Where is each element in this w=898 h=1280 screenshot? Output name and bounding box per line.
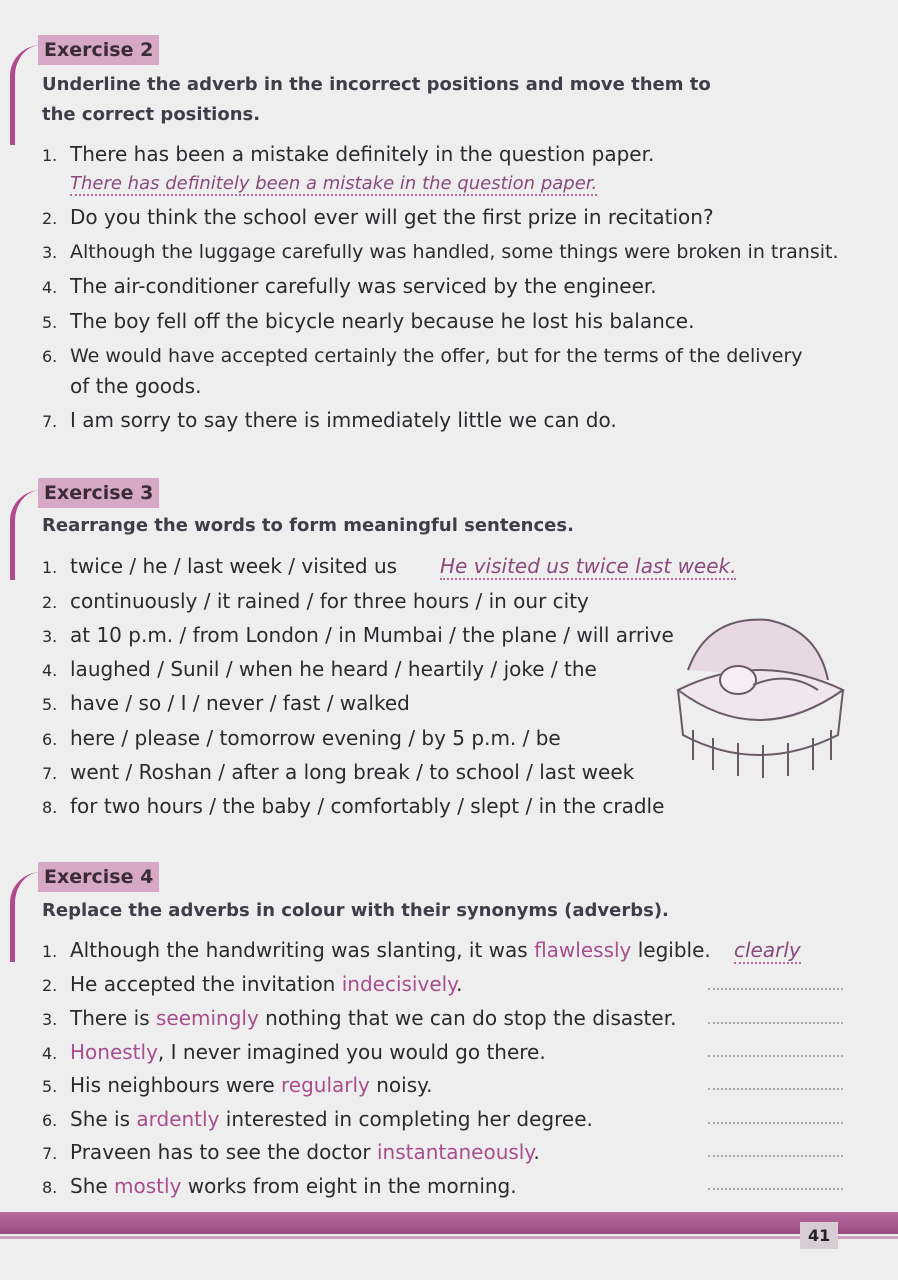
item-text: The air-conditioner carefully was serviced by the engineer.	[70, 274, 657, 298]
item-number: 2.	[42, 209, 58, 228]
answer-text: He visited us twice last week.	[440, 554, 737, 578]
answer-blank[interactable]	[708, 1188, 843, 1190]
item-text: .	[456, 972, 463, 996]
answer-blank[interactable]	[708, 1122, 843, 1124]
ex4-item-3	[42, 1002, 676, 1036]
item-number: 7.	[42, 1144, 58, 1163]
ex4-item-5	[42, 1069, 432, 1103]
item-text: noisy.	[369, 1073, 433, 1097]
footer-bar	[0, 1212, 898, 1234]
item-number: 3.	[42, 1010, 58, 1029]
exercise-3-title: Exercise 3	[38, 478, 159, 508]
ex3-item-7	[42, 756, 634, 790]
section-bracket	[10, 872, 41, 962]
item-text: I am sorry to say there is immediately little we can do.	[70, 408, 617, 432]
page-number: 41	[800, 1222, 838, 1249]
exercise-2-instruction: Underline the adverb in the incorrect positions and move them to the correct positions.	[42, 74, 711, 125]
answer-text: clearly	[734, 938, 801, 962]
item-number: 4.	[42, 1044, 58, 1063]
item-number: 3.	[42, 243, 58, 262]
item-text: have / so / I / never / fast / walked	[70, 691, 410, 715]
ex3-item-2	[42, 585, 589, 619]
item-number: 1.	[42, 558, 58, 577]
section-bracket	[10, 490, 41, 580]
item-text: here / please / tomorrow evening / by 5 p.m. / be	[70, 726, 561, 750]
item-number: 2.	[42, 976, 58, 995]
item-text: Praveen has to see the doctor	[70, 1140, 377, 1164]
item-text: went / Roshan / after a long break / to school / last week	[70, 760, 635, 784]
answer-blank[interactable]	[708, 1155, 843, 1157]
item-text: There has been a mistake definitely in the question paper.	[70, 142, 655, 166]
item-number: 3.	[42, 627, 58, 646]
item-text: legible.	[631, 938, 711, 962]
answer-blank[interactable]	[708, 1022, 843, 1024]
cradle-illustration	[668, 610, 848, 780]
item-text: , I never imagined you would go there.	[157, 1040, 546, 1064]
item-number: 1.	[42, 942, 58, 961]
colored-adverb: regularly	[281, 1073, 370, 1097]
colored-adverb: seemingly	[155, 1006, 259, 1030]
item-text: Do you think the school ever will get the first prize in recitation?	[70, 205, 714, 229]
item-text: We would have accepted certainly the offer, but for the terms of the delivery	[70, 345, 803, 367]
answer-blank[interactable]	[708, 1055, 843, 1057]
ex2-item-5	[42, 305, 694, 339]
item-text: His neighbours were	[70, 1073, 281, 1097]
exercise-3-instruction: Rearrange the words to form meaningful sentences.	[42, 515, 574, 536]
exercise-4-instruction: Replace the adverbs in colour with their synonyms (adverbs).	[42, 900, 669, 921]
item-number: 2.	[42, 593, 58, 612]
item-text: The boy fell off the bicycle nearly because he lost his balance.	[70, 309, 695, 333]
item-text: She is	[70, 1107, 137, 1131]
ex4-item-8	[42, 1170, 517, 1204]
item-text: interested in completing her degree.	[219, 1107, 593, 1131]
colored-adverb: flawlessly	[534, 938, 632, 962]
ex4-item-7	[42, 1136, 540, 1170]
colored-adverb: instantaneously	[376, 1140, 534, 1164]
item-text: twice / he / last week / visited us	[70, 554, 398, 578]
colored-adverb: mostly	[114, 1174, 182, 1198]
ex2-item-7	[42, 404, 617, 438]
ex2-item-4	[42, 270, 657, 304]
item-number: 7.	[42, 764, 58, 783]
item-text: He accepted the invitation	[70, 972, 342, 996]
ex3-item-5	[42, 687, 410, 721]
item-text: laughed / Sunil / when he heard / heartily / joke / the	[70, 657, 597, 681]
exercise-2-title: Exercise 2	[38, 35, 159, 65]
ex3-item-4	[42, 653, 597, 687]
item-number: 1.	[42, 146, 58, 165]
item-number: 8.	[42, 798, 58, 817]
ex3-item-1	[42, 550, 397, 584]
colored-adverb: indecisively	[341, 972, 457, 996]
colored-adverb: Honestly	[70, 1040, 158, 1064]
ex4-item-1	[42, 934, 711, 968]
ex2-item-3	[42, 236, 839, 269]
footer-line	[0, 1236, 898, 1239]
item-number: 4.	[42, 661, 58, 680]
item-text: Although the luggage carefully was handled, some things were broken in transit.	[70, 241, 839, 263]
ex4-item-6	[42, 1103, 593, 1137]
answer-text: There has definitely been a mistake in the question paper.	[70, 173, 598, 194]
item-text: There is	[70, 1006, 156, 1030]
item-number: 5.	[42, 313, 58, 332]
item-text: at 10 p.m. / from London / in Mumbai / the plane / will arrive	[70, 623, 674, 647]
item-text: continuously / it rained / for three hours / in our city	[70, 589, 589, 613]
item-number: 4.	[42, 278, 58, 297]
ex3-item-8	[42, 790, 664, 824]
item-text: She	[70, 1174, 115, 1198]
ex3-item-1-answer	[440, 550, 736, 582]
ex2-item-1	[42, 138, 654, 172]
item-number: 8.	[42, 1178, 58, 1197]
ex2-item-1-answer	[70, 168, 597, 200]
exercise-4-title: Exercise 4	[38, 862, 159, 892]
ex2-item-6-cont	[70, 370, 201, 402]
ex4-item-4	[42, 1036, 546, 1070]
colored-adverb: ardently	[136, 1107, 220, 1131]
item-text: Although the handwriting was slanting, it was	[70, 938, 535, 962]
item-text: works from eight in the morning.	[181, 1174, 517, 1198]
item-text: for two hours / the baby / comfortably / slept / in the cradle	[70, 794, 665, 818]
item-text: .	[533, 1140, 540, 1164]
item-number: 6.	[42, 1111, 58, 1130]
answer-blank[interactable]	[708, 988, 843, 990]
ex4-item-1-answer	[734, 934, 801, 966]
ex2-item-6	[42, 340, 803, 373]
item-number: 7.	[42, 412, 58, 431]
item-number: 5.	[42, 1077, 58, 1096]
item-text: of the goods.	[70, 374, 202, 398]
item-number: 5.	[42, 695, 58, 714]
answer-blank[interactable]	[708, 1088, 843, 1090]
ex3-item-6	[42, 722, 561, 756]
section-bracket	[10, 45, 41, 145]
item-number: 6.	[42, 347, 58, 366]
item-number: 6.	[42, 730, 58, 749]
ex4-item-2	[42, 968, 463, 1002]
ex3-item-3	[42, 619, 674, 653]
item-text: nothing that we can do stop the disaster.	[258, 1006, 677, 1030]
ex2-item-2	[42, 201, 714, 235]
